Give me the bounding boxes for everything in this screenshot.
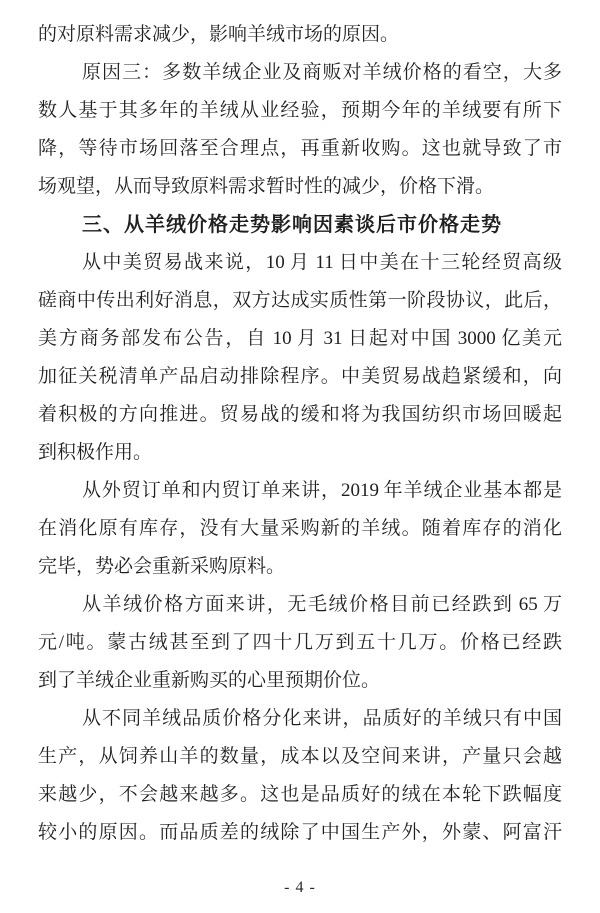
text-line: 完毕，势必会重新采购原料。 — [38, 556, 286, 577]
text-line: 到了羊绒企业重新购买的心里预期价位。 — [38, 670, 381, 691]
text-line: 生产，从饲养山羊的数量，成本以及空间来讲，产量只会越 — [38, 746, 562, 767]
page-number: - 4 - — [284, 879, 316, 896]
text-line: 在消化原有库存，没有大量采购新的羊绒。随着库存的消化 — [38, 518, 562, 539]
text-line: 加征关税清单产品启动排除程序。中美贸易战趋紧缓和，向 — [38, 366, 562, 387]
text-line: 的对原料需求减少，影响羊绒市场的原因。 — [38, 24, 400, 45]
text-line: 磋商中传出利好消息，双方达成实质性第一阶段协议，此后， — [38, 290, 562, 311]
document-body — [38, 16, 562, 852]
text-line: 着积极的方向推进。贸易战的缓和将为我国纺织市场回暖起 — [38, 404, 562, 425]
text-line: 来越少，不会越来越多。这也是品质好的绒在本轮下跌幅度 — [38, 784, 562, 805]
text-line: 元/吨。蒙古绒甚至到了四十几万到五十几万。价格已经跌 — [38, 632, 562, 653]
text-line: 原因三：多数羊绒企业及商贩对羊绒价格的看空，大多 — [82, 62, 562, 83]
text-line: 从中美贸易战来说，10 月 11 日中美在十三轮经贸高级 — [82, 252, 562, 273]
text-line: 到积极作用。 — [38, 442, 153, 463]
text-line: 美方商务部发布公告，自 10 月 31 日起对中国 3000 亿美元 — [38, 328, 562, 349]
text-line: 数人基于其多年的羊绒从业经验，预期今年的羊绒要有所下 — [38, 100, 562, 121]
text-line: 从外贸订单和内贸订单来讲，2019 年羊绒企业基本都是 — [82, 480, 562, 501]
text-line: 从不同羊绒品质价格分化来讲，品质好的羊绒只有中国 — [82, 708, 562, 729]
text-line: 从羊绒价格方面来讲，无毛绒价格目前已经跌到 65 万 — [82, 594, 562, 615]
text-line: 场观望，从而导致原料需求暂时性的减少，价格下滑。 — [38, 176, 495, 197]
section-heading: 三、从羊绒价格走势影响因素谈后市价格走势 — [82, 214, 502, 236]
text-line: 降，等待市场回落至合理点，再重新收购。这也就导致了市 — [38, 138, 562, 159]
text-line: 较小的原因。而品质差的绒除了中国生产外，外蒙、阿富汗 — [38, 822, 562, 843]
